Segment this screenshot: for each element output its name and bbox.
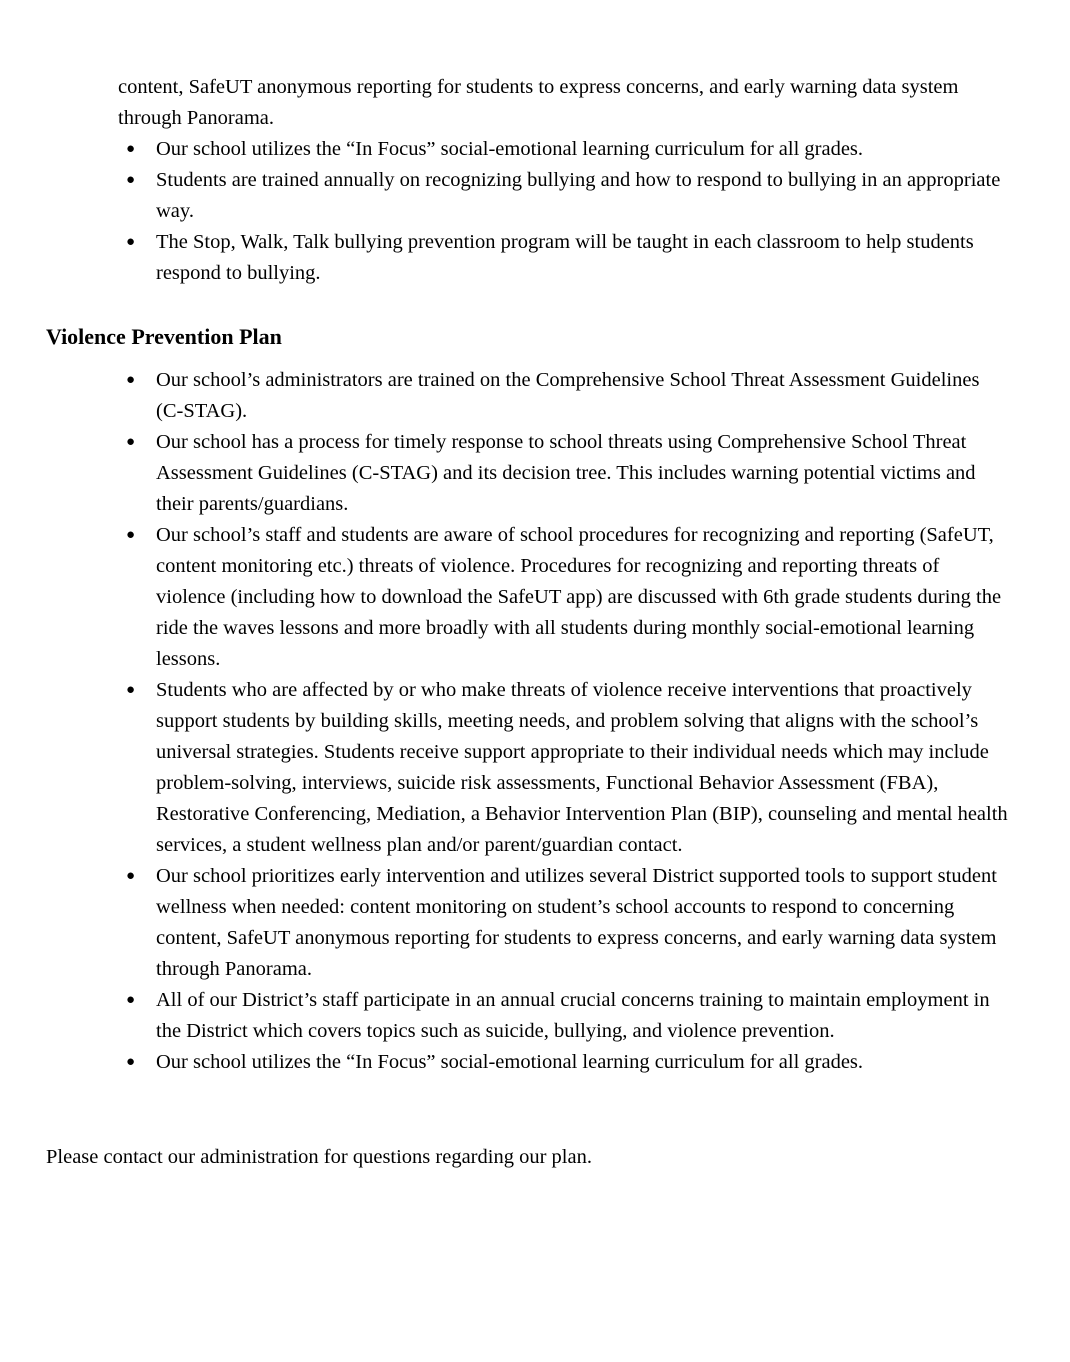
- list-item: [118, 427, 1008, 520]
- bullet-dot-icon: ●: [126, 868, 136, 884]
- list-item-text: Our school utilizes the “In Focus” social-emotional learning curriculum for all grades.: [156, 138, 864, 160]
- list-item-text: Our school’s staff and students are aware of school procedures for recognizing and reporting (SafeUT, content monitoring etc.) threats of violence. Procedures for recognizing and reporting threats of violence (including how to download the SafeUT app) are discussed with 6th grade students during the ride the waves lessons and more broadly with all students during monthly social-emotional learning lessons.: [156, 524, 1002, 670]
- list-item: [118, 861, 1008, 985]
- bullet-dot-icon: ●: [126, 434, 136, 450]
- list-item: [118, 134, 1008, 165]
- list-item-text: All of our District’s staff participate in an annual crucial concerns training to maintain employment in the District which covers topics such as suicide, bullying, and violence prevention.: [156, 989, 990, 1042]
- list-item: [118, 165, 1008, 227]
- list-item-text: Our school has a process for timely response to school threats using Comprehensive School Threat Assessment Guidelines (C-STAG) and its decision tree. This includes warning potential victims and their parents/guardians.: [156, 431, 976, 515]
- list-item: [118, 365, 1008, 427]
- bullet-dot-icon: ●: [126, 234, 136, 250]
- bullet-dot-icon: ●: [126, 141, 136, 157]
- list-item: [118, 1047, 1008, 1078]
- violence-prevention-bullet-list: [46, 365, 1008, 1078]
- section-heading-violence-prevention-plan: Violence Prevention Plan: [46, 324, 282, 349]
- bullet-dot-icon: ●: [126, 372, 136, 388]
- list-item-text: Students who are affected by or who make threats of violence receive interventions that proactively support students by building skills, meeting needs, and problem solving that aligns with the school’s universal strategies. Students receive support appropriate to their individual needs which may include problem-solving, interviews, suicide risk assessments, Functional Behavior Assessment (FBA), Restorative Conferencing, Mediation, a Behavior Intervention Plan (BIP), counseling and mental health services, a student wellness plan and/or parent/guardian contact.: [156, 679, 1008, 856]
- bullet-dot-icon: ●: [126, 172, 136, 188]
- list-item: [118, 675, 1008, 861]
- bullet-dot-icon: ●: [126, 682, 136, 698]
- list-item-text: Our school’s administrators are trained on the Comprehensive School Threat Assessment Guidelines (C-STAG).: [156, 369, 980, 422]
- list-item: [118, 520, 1008, 675]
- bullet-dot-icon: ●: [126, 527, 136, 543]
- list-item-text: The Stop, Walk, Talk bullying prevention program will be taught in each classroom to help students respond to bullying.: [156, 231, 974, 284]
- list-item-text: Students are trained annually on recognizing bullying and how to respond to bullying in an appropriate way.: [156, 169, 1001, 222]
- list-item-text: Our school utilizes the “In Focus” social-emotional learning curriculum for all grades.: [156, 1051, 864, 1073]
- bullying-prevention-bullet-list: [46, 134, 1008, 289]
- continued-paragraph: content, SafeUT anonymous reporting for students to express concerns, and early warning data system through Panorama.: [118, 76, 959, 129]
- list-item: [118, 227, 1008, 289]
- bullet-dot-icon: ●: [126, 992, 136, 1008]
- list-item-text: Our school prioritizes early intervention and utilizes several District supported tools to support student wellness when needed: content monitoring on student’s school accounts to respond to concerning content, SafeUT anonymous reporting for students to express concerns, and early warning data system through Panorama.: [156, 865, 997, 980]
- closing-paragraph: Please contact our administration for questions regarding our plan.: [46, 1146, 592, 1168]
- bullet-dot-icon: ●: [126, 1054, 136, 1070]
- list-item: [118, 985, 1008, 1047]
